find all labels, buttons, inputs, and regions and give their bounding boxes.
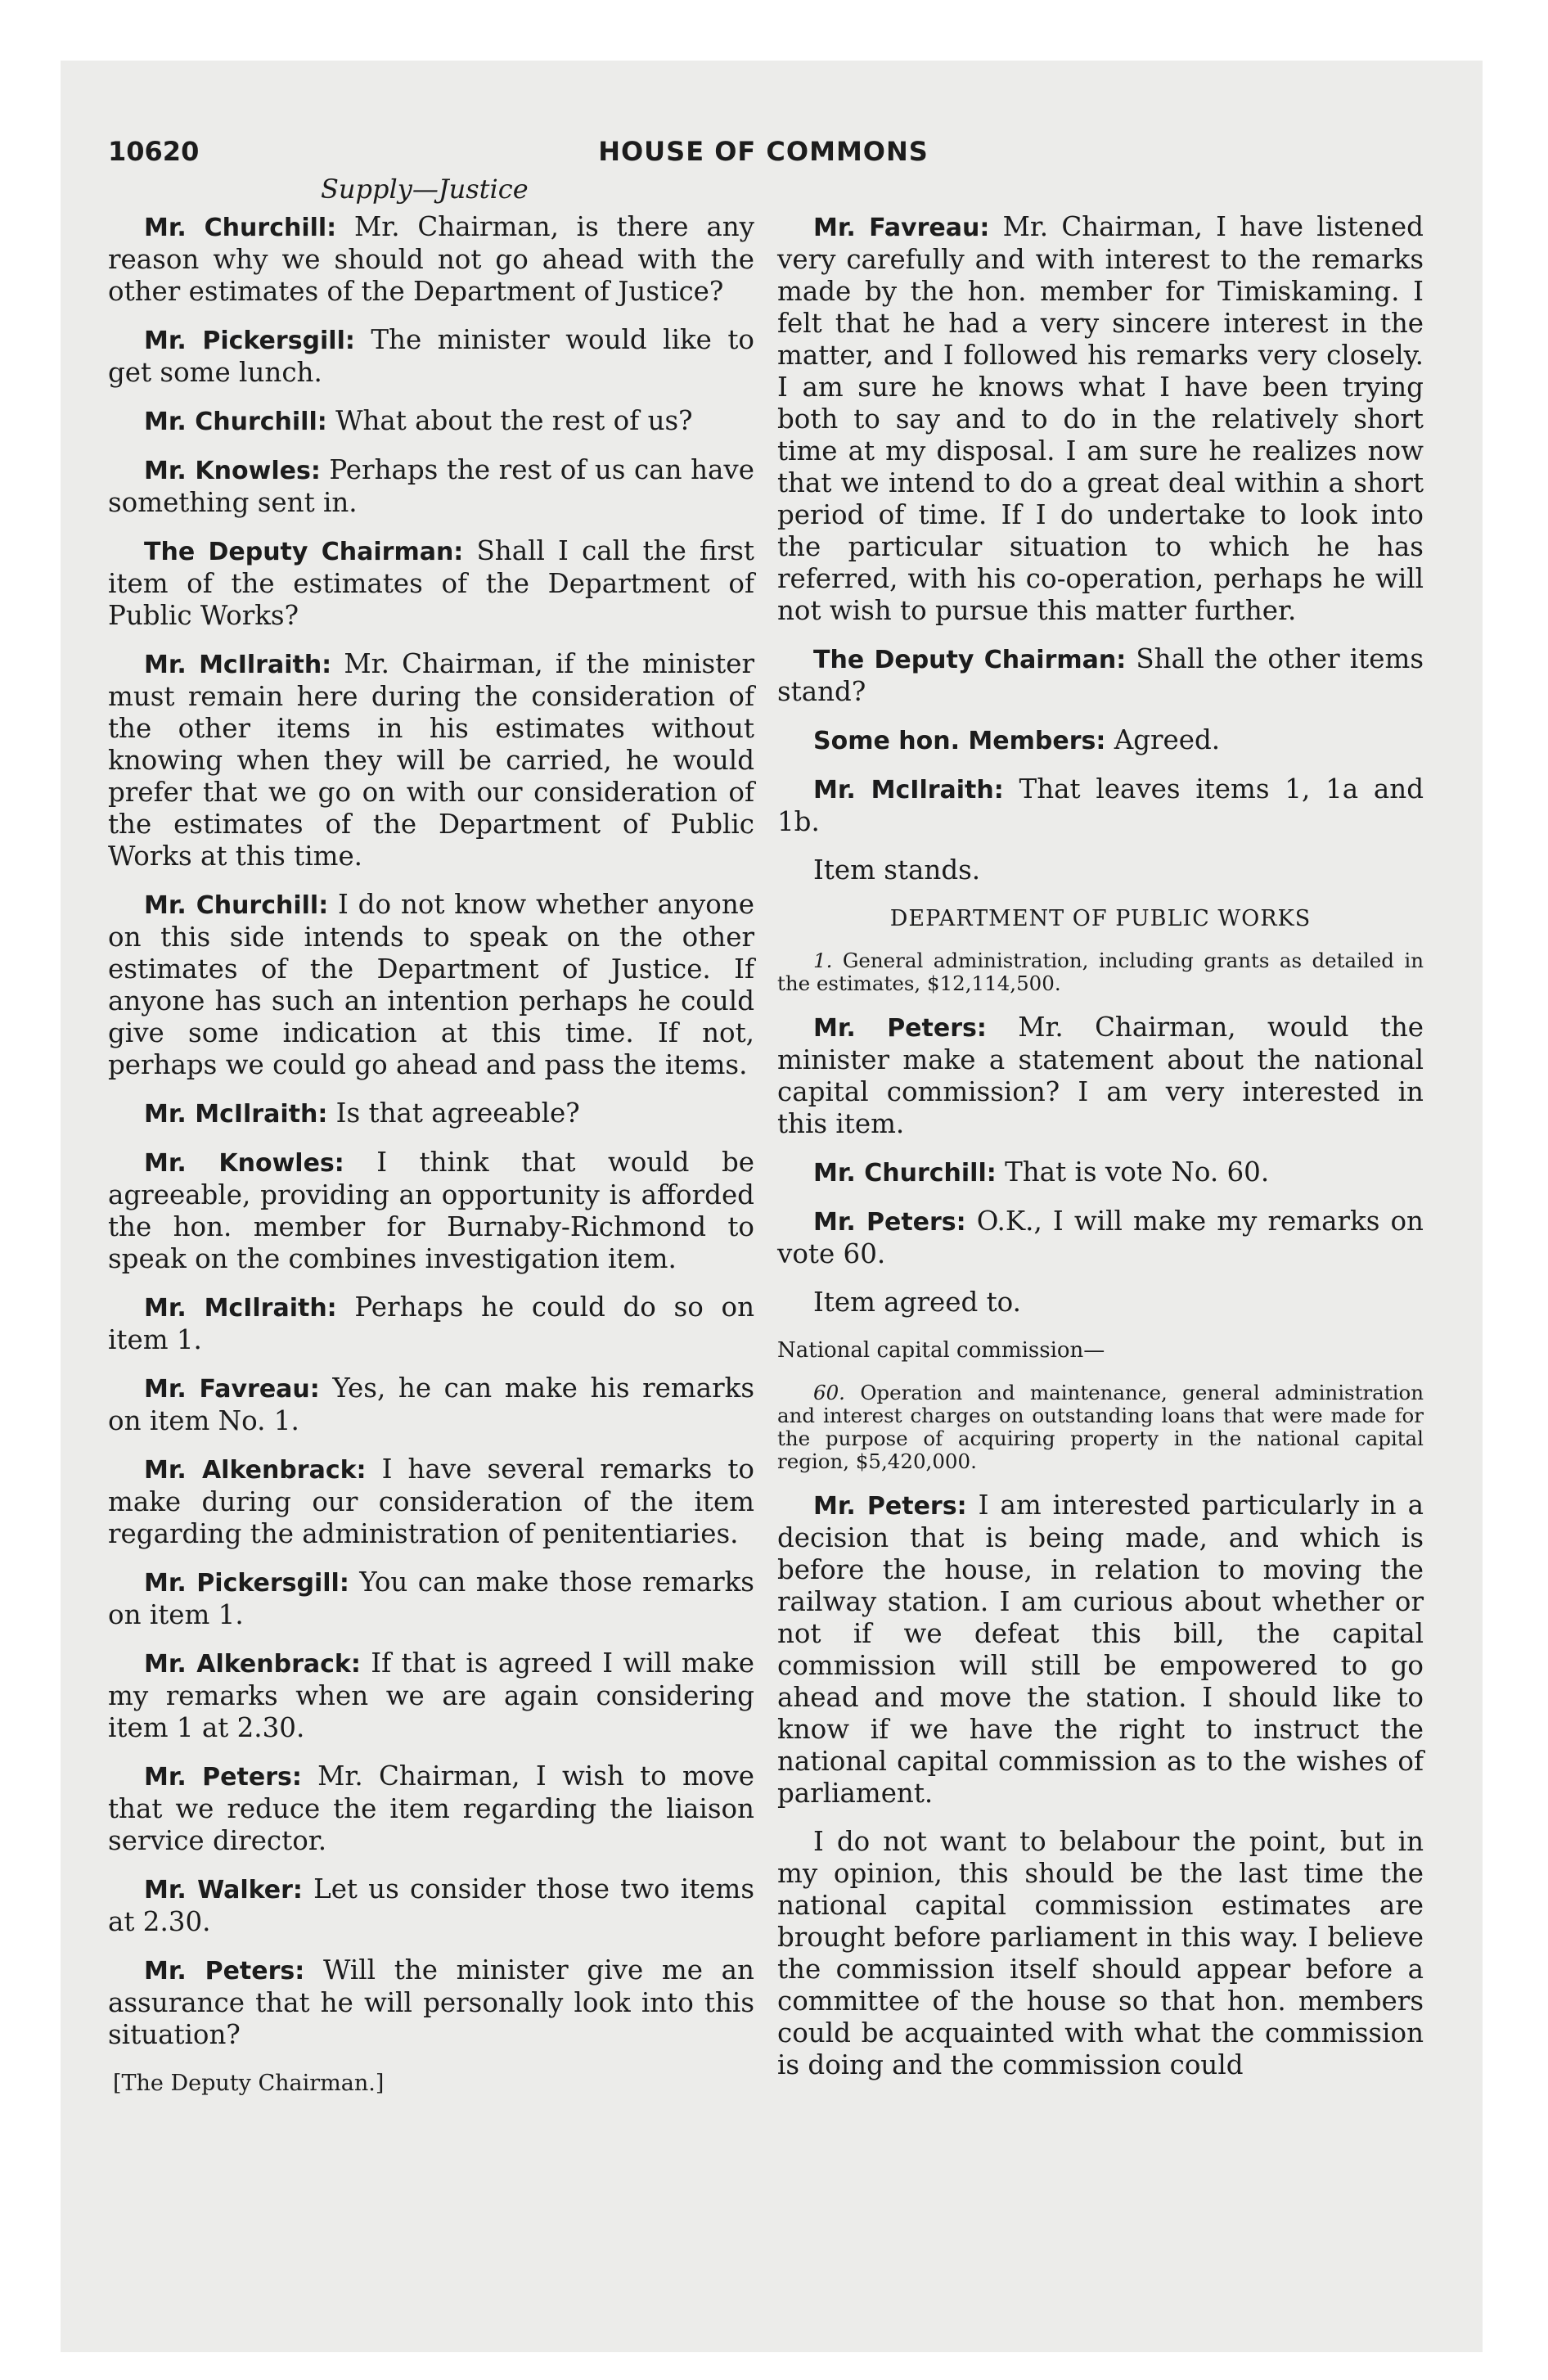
department-heading: DEPARTMENT OF PUBLIC WORKS: [889, 906, 1312, 931]
speech-paragraph: [777, 1156, 1424, 1189]
speech-paragraph: [108, 1373, 754, 1437]
speech-text: Is that agreeable?: [335, 1098, 580, 1129]
speaker-name: Mr. Alkenbrack:: [144, 1456, 367, 1485]
speech-paragraph: [777, 643, 1424, 708]
speaker-name: Mr. Peters:: [144, 1957, 305, 1986]
speech-text: That leaves items 1, 1a and 1b.: [777, 773, 1424, 837]
speech-text: I have several remarks to make during our consideration of the item regarding the administration of penitentiaries.: [108, 1454, 754, 1549]
procedural-note: Item stands.: [813, 854, 981, 886]
speech-paragraph: [108, 535, 754, 632]
vote-text: General administration, including grants as detailed in the estimates, $12,114,500.: [777, 949, 1424, 995]
speech-text: Shall the other items stand?: [777, 643, 1424, 707]
speech-text: Perhaps the rest of us can have something sent in.: [108, 454, 754, 518]
speech-text: Mr. Chairman, I have listened very carefully and with interest to the remarks made by the hon. member for Timiskaming. I felt that he had a very sincere interest in the matter, and I followed his remarks very closely. I am sure he knows what I have been trying both to say and to do in the relatively short time at my disposal. I am sure he realizes now that we intend to do a great deal within a short period of time. If I do undertake to look into the particular situation to which he has referred, with his co-operation, perhaps he will not wish to pursue this matter further.: [777, 211, 1424, 626]
speaker-name: Mr. Knowles:: [144, 457, 321, 485]
speech-text: I am interested particularly in a decision that is being made, and which is before the house, in relation to moving the railway station. I am curious about whether or not if we defeat this bill, the capital commission will still be empowered to go ahead and move the station. I should like to know if we have the right to instruct the national capital commission as to the wishes of parliament.: [777, 1490, 1424, 1809]
speaker-name: Mr. McIlraith:: [144, 651, 332, 679]
speaker-name: Mr. Walker:: [144, 1876, 303, 1904]
document-page: [61, 61, 1483, 2352]
speech-text: I do not know whether anyone on this side intends to speak on the other estimates of the Department of Justice. If anyone has such an intention perhaps he could give some indication at this time. If not, perhaps we could go ahead and pass the items.: [108, 889, 754, 1080]
speaker-name: Mr. McIlraith:: [144, 1294, 337, 1323]
speaker-name: Mr. Peters:: [813, 1492, 967, 1521]
speech-text: What about the rest of us?: [335, 405, 693, 436]
vote-number: 60.: [813, 1381, 845, 1404]
speech-text: If that is agreed I will make my remarks when we are again considering item 1 at 2.30.: [108, 1648, 754, 1743]
right-column: [777, 211, 1424, 2098]
speech-paragraph: [108, 648, 754, 872]
speaker-name: Mr. McIlraith:: [813, 776, 1004, 805]
speech-paragraph: [108, 211, 754, 308]
speech-text: Mr. Chairman, if the minister must remain here during the consideration of the other items in his estimates without knowing when they will be carried, he would prefer that we go on with our consideration of the estimates of the Department of Public Works at this time.: [108, 648, 755, 872]
page-number: 10620: [108, 136, 200, 167]
vote-text: Operation and maintenance, general administration and interest charges on outstanding loans that were made for the purpose of acquiring property in the national capital region, $5,420,000.: [777, 1381, 1424, 1473]
speaker-name: Mr. Peters:: [813, 1208, 966, 1237]
journal-title: HOUSE OF COMMONS: [598, 136, 929, 167]
speech-text: That is vote No. 60.: [1005, 1156, 1270, 1188]
speaker-name: The Deputy Chairman:: [144, 538, 464, 566]
speech-paragraph: [108, 1147, 754, 1275]
speaker-name: Mr. Churchill:: [813, 1159, 997, 1188]
speech-paragraph: [108, 1648, 754, 1744]
speech-paragraph: [777, 1012, 1424, 1140]
speaker-name: Mr. Knowles:: [144, 1149, 344, 1178]
speech-text: Agreed.: [1114, 724, 1221, 755]
speech-text: Mr. Chairman, I wish to move that we reduce the item regarding the liaison service director.: [108, 1760, 754, 1856]
speaker-name: Mr. Favreau:: [813, 214, 990, 242]
section-title: Supply—Justice: [321, 174, 529, 205]
speaker-name: Mr. Pickersgill:: [144, 1569, 349, 1598]
speaker-name: Mr. Churchill:: [144, 214, 337, 242]
speaker-name: Mr. Churchill:: [144, 408, 327, 436]
speaker-name: Mr. McIlraith:: [144, 1100, 328, 1129]
speaker-name: Some hon. Members:: [813, 727, 1106, 755]
speaker-name: Mr. Alkenbrack:: [144, 1650, 361, 1679]
speech-text: Let us consider those two items at 2.30.: [108, 1873, 754, 1937]
speech-paragraph: [108, 454, 754, 519]
speech-text: Will the minister give me an assurance that he will personally look into this situation?: [108, 1954, 754, 2050]
left-column: [108, 211, 754, 2099]
speaker-name: Mr. Churchill:: [144, 891, 329, 920]
speech-paragraph: I do not want to belabour the point, but in my opinion, this should be the last time the national capital commission estimates are brought before parliament in this way. I believe the commission itself should appear before a committee of the house so that hon. members could be acquainted with what the commission is doing and the commission could: [777, 1826, 1424, 2080]
speech-text: O.K., I will make my remarks on vote 60.: [777, 1206, 1424, 1269]
speech-text: Yes, he can make his remarks on item No. 1.: [108, 1373, 754, 1436]
speech-paragraph: [777, 773, 1424, 838]
speech-text: I think that would be agreeable, providing an opportunity is afforded the hon. member for Burnaby-Richmond to speak on the combines investigation item.: [108, 1147, 755, 1274]
speaker-name: The Deputy Chairman:: [813, 646, 1127, 674]
speaker-name: Mr. Peters:: [813, 1014, 987, 1043]
speech-text: Mr. Chairman, would the minister make a statement about the national capital commission? I am very interested in this item.: [777, 1012, 1424, 1139]
speaker-footnote: [The Deputy Chairman.]: [113, 2071, 385, 2096]
speech-text: You can make those remarks on item 1.: [108, 1566, 754, 1630]
speech-paragraph: [108, 1954, 754, 2051]
speech-text: Perhaps he could do so on item 1.: [108, 1291, 754, 1355]
vote-subheading: National capital commission—: [777, 1338, 1105, 1363]
speech-paragraph: [108, 1760, 754, 1857]
speech-paragraph: [108, 1566, 754, 1631]
speech-paragraph: [108, 405, 754, 438]
speech-text: Shall I call the first item of the estimates of the Department of Public Works?: [108, 535, 754, 631]
vote-item: [777, 949, 1424, 995]
speech-paragraph: [108, 1098, 754, 1130]
vote-item: [777, 1382, 1424, 1473]
speech-paragraph: [108, 324, 754, 389]
speech-paragraph: [777, 1490, 1424, 1810]
speech-paragraph: [108, 889, 754, 1081]
speech-text: The minister would like to get some lunch.: [108, 324, 754, 388]
speech-paragraph: [108, 1291, 754, 1356]
speech-paragraph: [777, 1206, 1424, 1270]
speech-paragraph: [777, 724, 1424, 757]
procedural-note: Item agreed to.: [813, 1287, 1021, 1318]
speaker-name: Mr. Pickersgill:: [144, 327, 355, 355]
speaker-name: Mr. Peters:: [144, 1763, 302, 1792]
running-head: [108, 136, 1419, 172]
speech-text: Mr. Chairman, is there any reason why we should not go ahead with the other estimates of the Department of Justice?: [108, 211, 754, 307]
speaker-name: Mr. Favreau:: [144, 1375, 320, 1404]
speech-paragraph: [108, 1454, 754, 1550]
speech-paragraph: [777, 211, 1424, 627]
speech-paragraph: [108, 1873, 754, 1938]
vote-number: 1.: [813, 949, 833, 972]
